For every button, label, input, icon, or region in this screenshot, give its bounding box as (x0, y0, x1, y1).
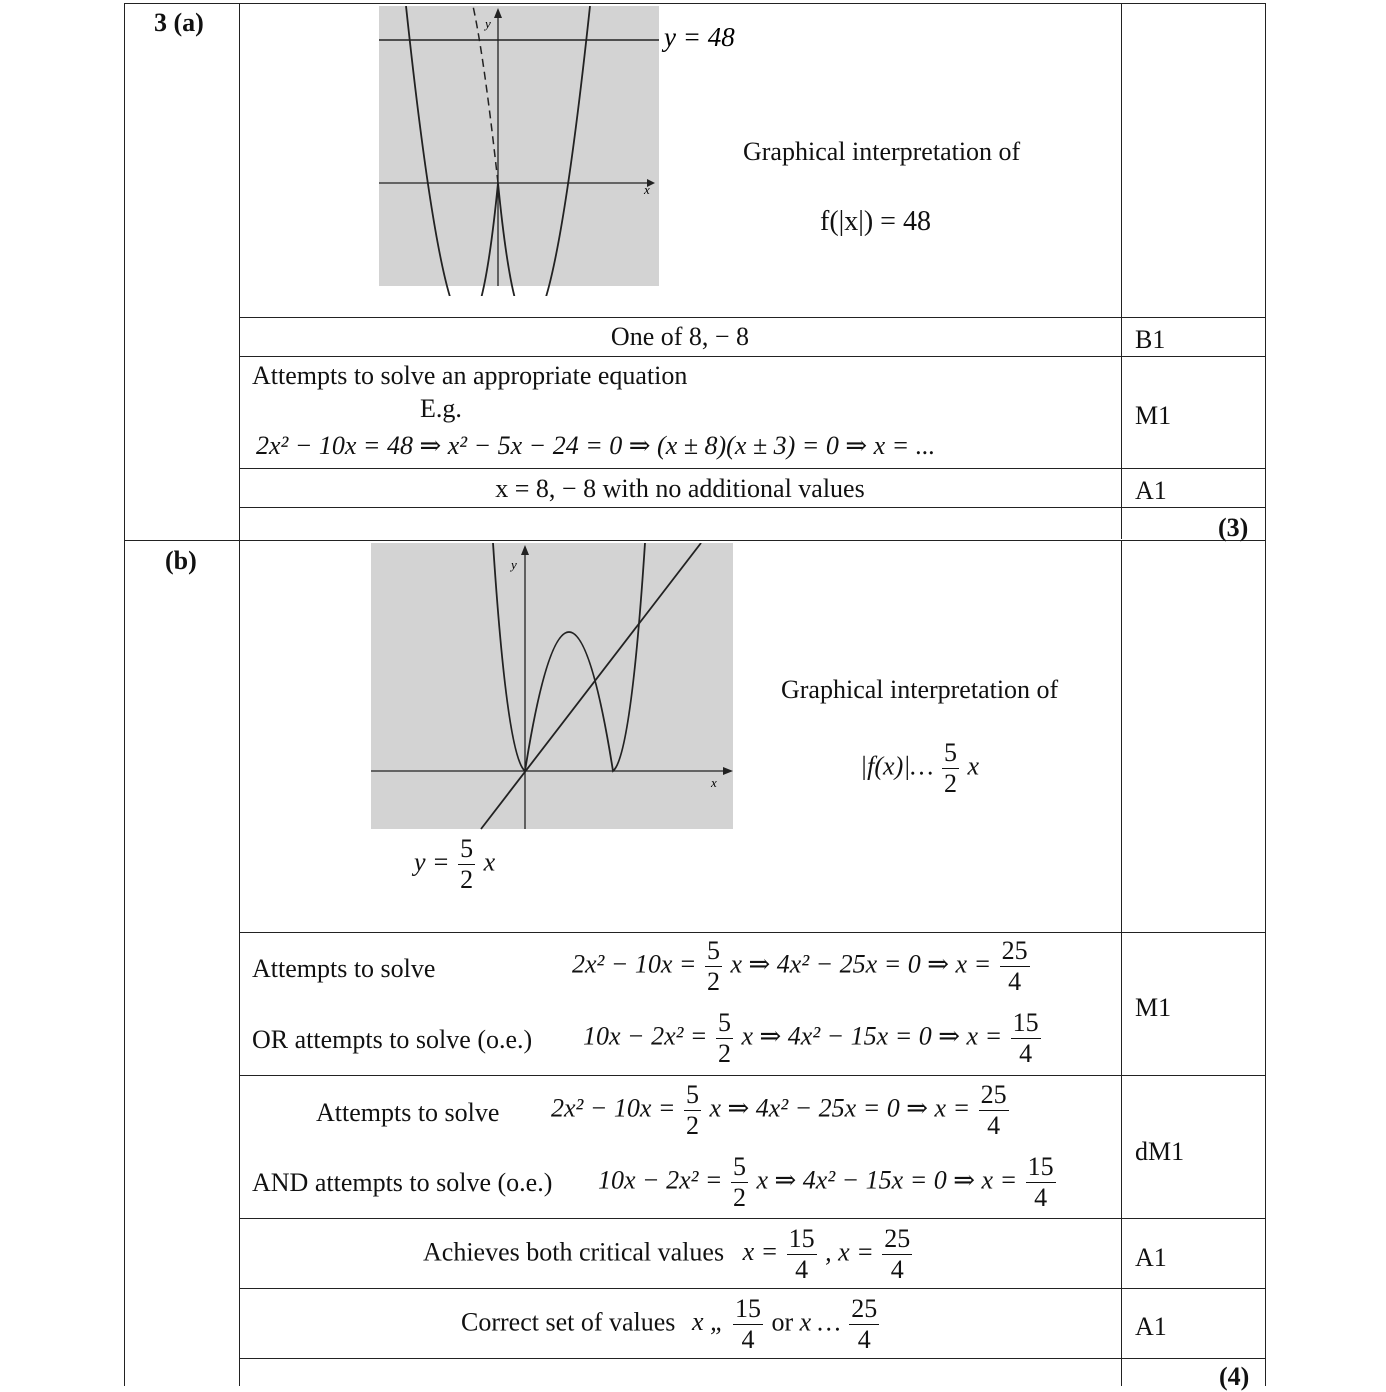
a1-critical-row (423, 1224, 914, 1285)
num: 15 (1012, 1008, 1039, 1037)
eq-lhs: 2x² − 10x = (572, 949, 697, 979)
eq-mid: x ⇒ 4x² − 15x = 0 ⇒ x = (741, 1021, 1003, 1051)
num: 5 (706, 936, 720, 965)
part-a-row2-line2: E.g. (420, 394, 462, 423)
fraction (716, 1008, 733, 1069)
num: 15 (788, 1224, 815, 1253)
num: 5 (717, 1008, 731, 1037)
mark-a1-b1: A1 (1135, 1243, 1167, 1272)
m1-equation-a (572, 936, 1032, 997)
row-line (239, 317, 1265, 318)
fraction (731, 1152, 748, 1213)
num: 5 (685, 1080, 699, 1109)
mark-b1: B1 (1135, 325, 1166, 354)
den: 2 (460, 865, 474, 894)
mark-m1-b: M1 (1135, 993, 1172, 1022)
part-b-graph (371, 543, 733, 830)
den: 4 (1019, 1039, 1033, 1068)
fraction (882, 1224, 912, 1285)
row-line (239, 1218, 1265, 1219)
den: 2 (717, 1039, 731, 1068)
num: 15 (734, 1294, 761, 1323)
num: 25 (884, 1224, 911, 1253)
section-divider (124, 540, 1265, 541)
fraction (787, 1224, 817, 1285)
part-a-interp-title: Graphical interpretation of (743, 137, 1021, 166)
m1-label-b: OR attempts to solve (o.e.) (252, 1025, 533, 1054)
m1-equation-b (583, 1008, 1043, 1069)
row-line (239, 507, 1265, 508)
interp-x: x (967, 751, 980, 781)
fraction (705, 936, 722, 997)
num: 5 (944, 738, 957, 767)
dm1-equation-a (551, 1080, 1011, 1141)
row-line (239, 1358, 1265, 1359)
col-divider-2a (1121, 3, 1122, 539)
eq-mid: x ⇒ 4x² − 25x = 0 ⇒ x = (730, 949, 992, 979)
fraction (979, 1080, 1009, 1141)
row-line (239, 932, 1265, 933)
line-label-y: y = (414, 847, 450, 877)
part-b-total: (4) (1219, 1362, 1250, 1391)
fraction (458, 834, 475, 895)
den: 4 (1008, 967, 1022, 996)
dm1-equation-b (598, 1152, 1058, 1213)
den: 4 (1034, 1183, 1048, 1212)
part-a-row2-line1: Attempts to solve an appropriate equation (252, 361, 688, 390)
part-b-interp-eq (860, 738, 979, 799)
y-axis-label: y (511, 557, 517, 572)
y48-label: y = 48 (664, 22, 735, 52)
part-a-total: (3) (1218, 513, 1249, 542)
mark-m1: M1 (1135, 401, 1172, 430)
x-axis-label: x (644, 182, 650, 197)
num: 25 (851, 1294, 878, 1323)
col-divider-2b (1121, 541, 1122, 1386)
den: 4 (741, 1325, 755, 1354)
mark-a1: A1 (1135, 476, 1167, 505)
x-leq: x „ (691, 1307, 725, 1337)
x-eq: x = (742, 1237, 779, 1267)
or-text: or (771, 1307, 794, 1337)
den: 4 (987, 1111, 1001, 1140)
dm1-label-a: Attempts to solve (316, 1098, 500, 1127)
part-a-row1-text: One of 8, − 8 (610, 322, 750, 351)
den: 2 (706, 967, 720, 996)
den: 2 (685, 1111, 699, 1140)
part-a-row2-equation: 2x² − 10x = 48 ⇒ x² − 5x − 24 = 0 ⇒ (x ± 8)(x ± 3) = 0 ⇒ x = ... (256, 431, 936, 460)
eq-lhs: 2x² − 10x = (551, 1093, 676, 1123)
fraction (1026, 1152, 1056, 1213)
part-b-line-label (414, 834, 495, 895)
part-b-interp-title: Graphical interpretation of (781, 675, 1059, 704)
y-axis-label: y (485, 16, 491, 31)
interp-lhs: |f(x)|… (860, 751, 934, 781)
table-border-right (1265, 3, 1266, 1386)
table-border-top (124, 3, 1265, 4)
num: 5 (460, 834, 474, 863)
num: 25 (1001, 936, 1028, 965)
x-geq: x … (799, 1307, 841, 1337)
row-line (239, 356, 1265, 357)
fraction (1000, 936, 1030, 997)
a1-set-text: Correct set of values (461, 1307, 676, 1337)
col-divider-1 (239, 3, 240, 1386)
fraction (684, 1080, 701, 1141)
eq-lhs: 10x − 2x² = (583, 1021, 708, 1051)
part-a-label: 3 (a) (154, 8, 204, 37)
mark-a1-b2: A1 (1135, 1312, 1167, 1341)
eq-lhs: 10x − 2x² = (598, 1165, 723, 1195)
den: 2 (732, 1183, 746, 1212)
mark-dm1: dM1 (1135, 1137, 1185, 1166)
part-a-row3-text: x = 8, − 8 with no additional values (495, 474, 865, 503)
part-a-graph (379, 6, 779, 296)
graph-background (371, 543, 733, 829)
den: 4 (857, 1325, 871, 1354)
den: 4 (890, 1255, 904, 1284)
a1-set-row (461, 1294, 881, 1355)
a1-critical-text: Achieves both critical values (423, 1237, 725, 1267)
graph-background (379, 6, 659, 286)
den: 2 (944, 769, 957, 798)
x-eq-2: , x = (825, 1237, 874, 1267)
dm1-label-b: AND attempts to solve (o.e.) (252, 1168, 553, 1197)
fraction (849, 1294, 879, 1355)
fraction (733, 1294, 763, 1355)
m1-label-a: Attempts to solve (252, 954, 436, 983)
num: 5 (732, 1152, 746, 1181)
num: 15 (1027, 1152, 1054, 1181)
den: 4 (795, 1255, 809, 1284)
eq-mid: x ⇒ 4x² − 15x = 0 ⇒ x = (756, 1165, 1018, 1195)
fraction (1011, 1008, 1041, 1069)
row-line (239, 1075, 1265, 1076)
part-a-interp-eq: f(|x|) = 48 (820, 206, 931, 237)
fraction (942, 738, 959, 799)
table-border-left (124, 3, 125, 1386)
row-line (239, 468, 1265, 469)
num: 25 (980, 1080, 1007, 1109)
x-axis-label: x (711, 775, 717, 790)
line-label-x: x (483, 847, 496, 877)
row-line (239, 1288, 1265, 1289)
part-b-label: (b) (165, 546, 197, 575)
eq-mid: x ⇒ 4x² − 25x = 0 ⇒ x = (709, 1093, 971, 1123)
